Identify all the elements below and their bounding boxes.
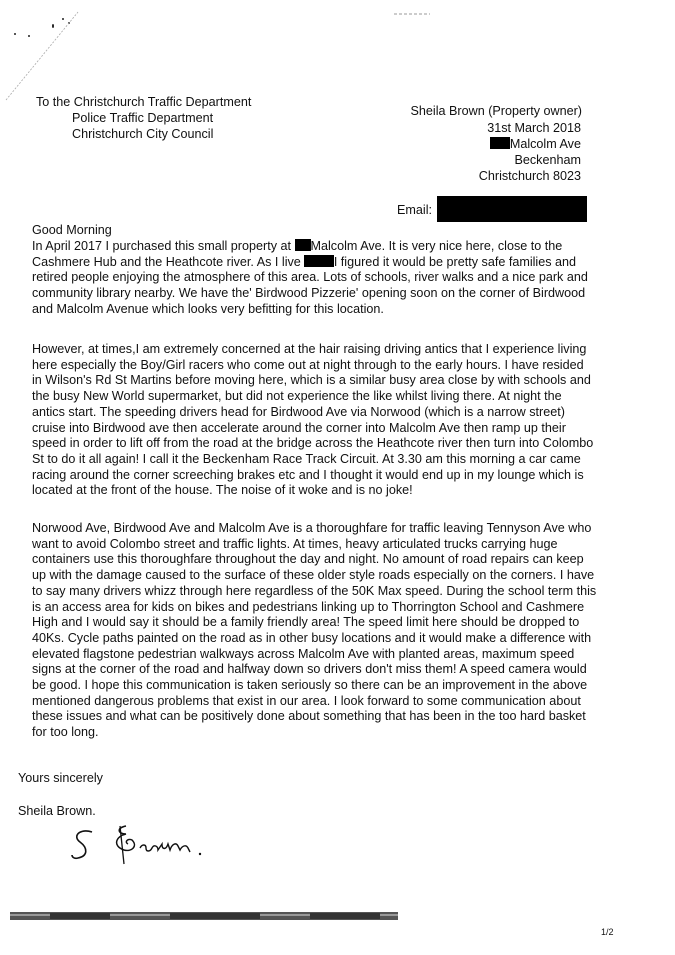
paragraph-2-line: cruise into Birdwood ave then accelerate around the corner into Malcolm Ave then ramp up their <box>32 420 566 435</box>
redacted-text <box>304 255 334 267</box>
paragraph-1-line: Cashmere Hub and the Heathcote river. As I live I figured it would be pretty safe families and <box>32 254 577 269</box>
paragraph-2-line: located at the front of the house. The noise of it woke and is no joke! <box>32 483 413 498</box>
paragraph-3-line: is an access area for kids on bikes and pedestrians linking up to Thorrington School and Cashmere <box>32 599 585 614</box>
paragraph-3-line: elevated flagstone pedestrian walkways across Malcolm Ave with planted areas, maximum speed <box>32 646 575 661</box>
paragraph-3-line: up with the damage caused to the surface of these older style roads especially on the corners. I have <box>32 568 595 583</box>
scan-footer-line <box>10 909 400 923</box>
paragraph-3-line: signs at the corner of the road and halfway down so drivers don't miss them! A speed camera would <box>32 662 587 677</box>
paragraph-2-line: antics start. The speeding drivers head for Birdwood Ave via Norwood (which is a narrow street) <box>32 404 565 419</box>
paragraph-3-line: High and I would say it should be a family friendly area! The speed limit here should be dropped to <box>32 615 580 630</box>
sender-city: Christchurch 8023 <box>478 169 581 183</box>
paragraph-2-line: St to do it all again! I call it the Beckenham Race Track Circuit. At 3.30 am this morning a car came <box>32 451 581 466</box>
paragraph-3-line: these issues and what can be positively done about something that has been in the too hard basket <box>32 709 586 724</box>
greeting: Good Morning <box>32 223 112 237</box>
letter-date: 31st March 2018 <box>487 121 581 135</box>
signature <box>66 820 226 875</box>
scan-artifacts <box>0 0 120 110</box>
closing: Yours sincerely <box>18 771 103 785</box>
paragraph-3-line: for too long. <box>32 725 99 740</box>
paragraph-3-line: containers use this thoroughfare throughout the day and night. No amount of road repairs can keep <box>32 552 584 567</box>
redacted-email <box>437 196 587 222</box>
paragraph-2-line: speed in order to lift off from the road at the bridge across the Heathcote river then turn into Colombo <box>32 436 594 451</box>
page-number: 1/2 <box>601 927 614 937</box>
sender-name: Sheila Brown (Property owner) <box>410 104 582 118</box>
paragraph-1-line: In April 2017 I purchased this small property at Malcolm Ave. It is very nice here, close to the <box>32 239 563 253</box>
paragraph-3-line: to say many drivers whizz through here regardless of the 50K Max speed. During the school term this <box>32 583 597 598</box>
paragraph-3-line: want to avoid Colombo street and traffic lights. At times, heavy articulated trucks carrying huge <box>32 536 558 551</box>
redacted-house-number <box>295 239 311 251</box>
paragraph-2 <box>32 342 592 499</box>
paragraph-3-line: be good. I hope this communication is taken seriously so there can be an improvement in the above <box>32 678 588 693</box>
email-label: Email: <box>397 203 432 217</box>
paragraph-2-line: However, at times,I am extremely concerned at the hair raising driving antics that I experience living <box>32 342 587 356</box>
paragraph-3-line: mentioned dangerous problems that exist in our area. I look forward to some communication about <box>32 693 581 708</box>
paragraph-1-line: and Malcolm Avenue which looks very befitting for this location. <box>32 301 384 316</box>
paragraph-1-line: retired people enjoying the atmosphere of this area. Lots of schools, river walks and a nice park and <box>32 270 588 285</box>
paragraph-1-line: community library nearby. We have the' Birdwood Pizzerie' opening soon on the corner of Birdwood <box>32 286 586 301</box>
recipient-line-2: Police Traffic Department <box>72 111 214 125</box>
paragraph-3 <box>32 521 597 741</box>
paragraph-2-line: here especially the Boy/Girl racers who come out at night through to the early hours. I have resided <box>32 357 584 372</box>
paragraph-2-line: racing around the corner screeching brakes etc and I thought it would end up in my lounge which is <box>32 467 584 482</box>
sender-suburb: Beckenham <box>514 153 581 167</box>
recipient-line-1: To the Christchurch Traffic Department <box>36 95 252 109</box>
paragraph-3-line: 40Ks. Cycle paths painted on the road as in other busy locations and it would make a difference with <box>32 630 592 645</box>
paragraph-1 <box>32 239 592 318</box>
scan-edge-line <box>0 0 120 110</box>
recipient-line-3: Christchurch City Council <box>72 127 214 141</box>
paragraph-2-line: the busy New World supermarket, but did not experience the like whilst living there. At night the <box>32 389 562 404</box>
signoff-name: Sheila Brown. <box>18 804 96 818</box>
scan-mark-top <box>392 10 432 18</box>
paragraph-2-line: in Wilson's Rd St Martins before moving here, which is a similar busy area close by with schools and <box>32 373 591 388</box>
redacted-house-number <box>490 137 510 149</box>
paragraph-3-line: Norwood Ave, Birdwood Ave and Malcolm Ave is a thoroughfare for traffic leaving Tennyson Ave who <box>32 521 592 535</box>
sender-street: Malcolm Ave <box>490 137 581 151</box>
